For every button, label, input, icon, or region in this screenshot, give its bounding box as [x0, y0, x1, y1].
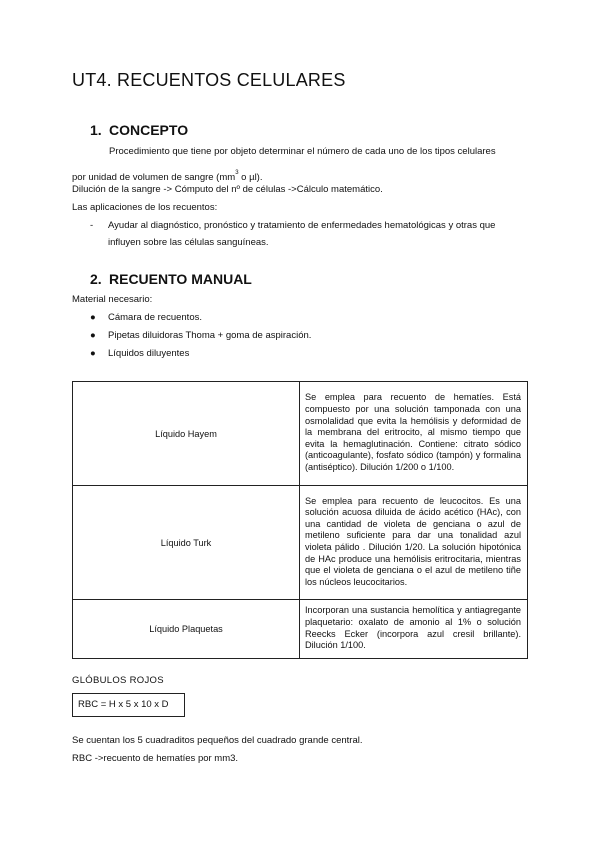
bullet-icon: ● [90, 312, 96, 323]
concept-text: por unidad de volumen de sangre ( [72, 172, 220, 183]
section-title: CONCEPTO [109, 122, 189, 138]
list-dash: - [90, 220, 94, 231]
applications-label: Las aplicaciones de los recuentos: [72, 202, 218, 213]
section-number: 1. [90, 122, 102, 138]
liquid-description: Se emplea para recuento de hematíes. Está compuesto por una solución tamponada con una osmolalidad que evita la hemólisis y deformidad de la membrana del eritrocito, al mismo tiempo que evita la hemaglutinación. Contiene: citrato sódico (anticoagulante), fosfato sódico (tampón) y formalina (antiséptico). Dilución 1/200 o 1/100. [300, 382, 528, 486]
material-label: Material necesario: [72, 294, 153, 305]
diluent-table [72, 381, 528, 659]
application-item-line1: Ayudar al diagnóstico, pronóstico y tratamiento de enfermedades hematológicas y otras que [108, 220, 496, 231]
liquid-description: Se emplea para recuento de leucocitos. Es una solución acuosa diluida de ácido acético (HAc), con una cantidad de violeta de genciana o azul de metileno suficiente para dar una tonalidad azul violeta pálido . Dilución 1/20. La solución hipotónica de HAc produce una hemólisis eritrocitaria, mientras que el violeta de genciana o el azul de metileno tiñe los núcleos leucocitarios. [300, 486, 528, 600]
section-heading-recuento-manual [90, 271, 252, 287]
section-number: 2. [90, 271, 102, 287]
table-row [73, 600, 528, 659]
unit-mm: mm [219, 172, 236, 183]
globulos-heading: GLÓBULOS ROJOS [72, 675, 164, 686]
page-title: UT4. RECUENTOS CELULARES [72, 70, 346, 90]
concept-paragraph-line1: Procedimiento que tiene por objeto determinar el número de cada uno de los tipos celulares [109, 146, 496, 157]
liquid-name: Líquido Hayem [73, 382, 300, 486]
concept-paragraph-line2 [72, 167, 262, 184]
application-item-line2: influyen sobre las células sanguíneas. [108, 237, 269, 248]
table-row [73, 486, 528, 600]
bullet-icon: ● [90, 330, 96, 341]
rbc-formula-box: RBC = H x 5 x 10 x D [72, 693, 185, 717]
section-title: RECUENTO MANUAL [109, 271, 252, 287]
liquid-name: Líquido Turk [73, 486, 300, 600]
table-row [73, 382, 528, 486]
section-heading-concepto [90, 122, 188, 138]
material-item: Pipetas diluidoras Thoma + goma de aspiración. [108, 330, 312, 341]
dilution-line: Dilución de la sangre -> Cómputo del nº de células ->Cálculo matemático. [72, 184, 383, 195]
concept-text-end: o µl). [238, 172, 263, 183]
material-item: Cámara de recuentos. [108, 312, 202, 323]
material-item: Líquidos diluyentes [108, 348, 190, 359]
liquid-description: Incorporan una sustancia hemolítica y antiagregante plaquetario: oxalato de amonio al 1% o solución Reecks Ecker (incorpora azul cresil brillante). Dilución 1/100. [300, 600, 528, 659]
globulos-line2: RBC ->recuento de hematíes por mm3. [72, 753, 239, 764]
unit-exponent: 3 [235, 170, 239, 176]
globulos-line1: Se cuentan los 5 cuadraditos pequeños del cuadrado grande central. [72, 735, 363, 746]
liquid-name: Líquido Plaquetas [73, 600, 300, 659]
bullet-icon: ● [90, 348, 96, 359]
